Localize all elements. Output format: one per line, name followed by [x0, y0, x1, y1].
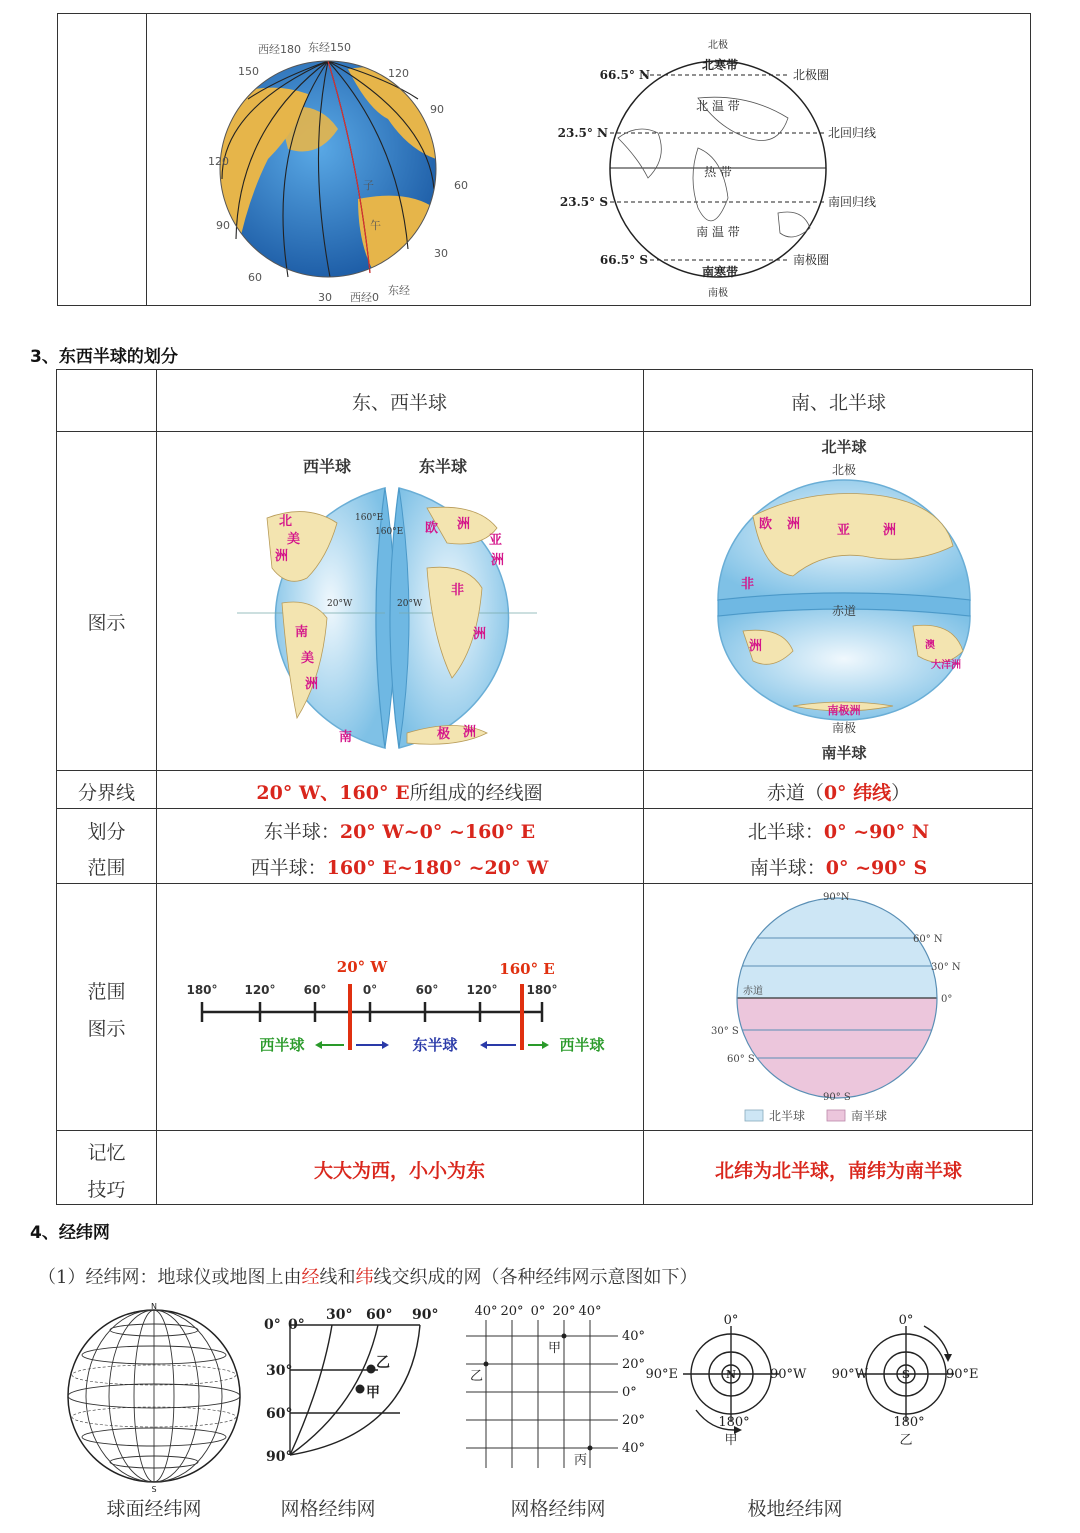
continent-char: 大洋洲 [931, 660, 961, 671]
continent-char: 澳 [925, 640, 935, 651]
grid2-point-jia: 甲 [366, 1385, 380, 1401]
lat-label: 60° N [913, 934, 943, 945]
globe-label: 60 [248, 271, 262, 284]
globe-label: 90 [216, 219, 230, 232]
grid3-top-label: 0° [530, 1304, 546, 1319]
table-divider [146, 14, 147, 305]
grid2-left-label: 0° [264, 1317, 281, 1333]
east-hemisphere-title: 东半球 [418, 457, 468, 476]
globe-label: 东经150 [308, 41, 351, 54]
tropic-s-lat: 23.5° S [559, 195, 608, 209]
table-row-line [57, 883, 1032, 884]
legend-south-swatch [827, 1110, 845, 1121]
grid3-right-label: 40° [622, 1441, 646, 1456]
row-label-rangediag-1: 范围 [87, 981, 126, 1003]
lat-label: 90° S [823, 1092, 851, 1103]
continent-char: 欧 [759, 517, 773, 532]
polar-n-center: N [725, 1368, 737, 1381]
globe-label: 30 [434, 247, 448, 260]
range-east-label: 东半球： [263, 821, 340, 843]
latitude-range-figure [697, 888, 977, 1126]
continent-char: 洲 [883, 523, 897, 538]
polar-n-name: 甲 [724, 1433, 738, 1448]
antarctic-lat: 66.5° S [599, 253, 648, 267]
lon-label: 20°W [397, 599, 423, 609]
grid2-top-label: 90° [412, 1307, 439, 1323]
grid3-right-label: 20° [622, 1413, 646, 1428]
meridian-globe-figure [208, 39, 518, 304]
arctic-circle-label: 北极圈 [793, 68, 830, 82]
tropic-capricorn-label: 南回归线 [828, 195, 877, 209]
table-row-line [57, 431, 1032, 432]
globe-label: 午 [370, 219, 381, 232]
axis-tick: 120° [244, 983, 276, 997]
continent-char: 极 [437, 727, 451, 742]
continent-char: 南 [339, 730, 353, 745]
svg-text:N: N [151, 1302, 157, 1311]
caption-spherical: 球面经纬网 [106, 1498, 202, 1520]
ns-hemispheres-figure [713, 436, 975, 764]
equator-label: 赤道 [831, 604, 857, 618]
axis-tick: 180° [186, 983, 218, 997]
continent-char: 欧 [425, 521, 439, 536]
row-label-memory-1: 记忆 [87, 1142, 126, 1164]
globe-label: 90 [430, 103, 444, 116]
globe-label: 子 [363, 179, 374, 192]
polar-s-name: 乙 [899, 1433, 913, 1448]
caption-polar: 极地经纬网 [747, 1498, 843, 1520]
range-south-value: 0° ~90° S [825, 857, 928, 879]
memory-ew: 大大为西，小小为东 [313, 1160, 485, 1182]
grid2-left-label: 90° [266, 1449, 293, 1465]
lat-label: 30° N [931, 962, 961, 973]
row-label-diagram: 图示 [87, 612, 126, 634]
west-hemi-label: 西半球 [259, 1036, 305, 1054]
continent-char: 洲 [275, 549, 289, 564]
section-4-title: 4、经纬网 [30, 1223, 110, 1243]
boundary-ns-post: ） [891, 782, 911, 804]
polar-s-left: 90°W [831, 1367, 868, 1382]
range-south [643, 853, 1034, 880]
grid3-top-label: 20° [500, 1304, 524, 1319]
tropic-n-lat: 23.5° N [557, 126, 608, 140]
mark-160e: 160° E [499, 960, 555, 978]
tropical-zone: 热 带 [704, 165, 732, 179]
lon-label: 20°W [327, 599, 353, 609]
continent-char: 美 [301, 651, 315, 666]
caption-grid-a: 网格经纬网 [280, 1498, 376, 1520]
grid2-left-label: 60° [266, 1406, 293, 1422]
legend-south-label: 南半球 [851, 1109, 888, 1123]
range-north-label: 北半球： [747, 821, 824, 843]
continent-char: 洲 [473, 627, 487, 642]
continent-char: 洲 [749, 639, 763, 654]
lon-label: 160°E [375, 527, 404, 537]
globe-label: 120 [208, 155, 229, 168]
boundary-ew [156, 778, 643, 805]
continent-char: 非 [451, 583, 465, 598]
continent-char: 洲 [457, 517, 471, 532]
polar-s-top: 0° [898, 1313, 914, 1328]
grid2-top-label: 60° [366, 1307, 393, 1323]
ew-hemispheres-figure [227, 448, 577, 758]
globe-label: 60 [454, 179, 468, 192]
legend-north-label: 北半球 [769, 1109, 806, 1123]
globe-label: 东经 [388, 284, 410, 297]
grid3-point-bing: 丙 [574, 1453, 588, 1468]
row-label-rangediag-2: 图示 [87, 1018, 126, 1040]
globe-label: 150 [238, 65, 259, 78]
continent-char: 亚 [489, 533, 503, 548]
range-east-value: 20° W~0° ~160° E [339, 821, 536, 843]
polar-s-right: 90°E [946, 1367, 979, 1382]
continent-char: 南 [295, 625, 309, 640]
hemisphere-table [56, 369, 1033, 1205]
memory-ns: 北纬为北半球，南纬为南半球 [714, 1160, 962, 1182]
continent-char: 洲 [491, 553, 505, 568]
west-hemi-label: 西半球 [559, 1036, 605, 1054]
longitude-axis-figure [182, 950, 622, 1060]
polar-n-right: 90°W [770, 1367, 807, 1382]
lat-label: 30° S [711, 1026, 739, 1037]
section-3-title: 3、东西半球的划分 [30, 347, 178, 367]
grid2-left-label: 30° [266, 1363, 293, 1379]
north-frigid-zone: 北寒带 [701, 58, 739, 72]
range-north-value: 0° ~90° N [823, 821, 930, 843]
row-label-boundary: 分界线 [77, 782, 135, 804]
grid3-right-label: 20° [622, 1357, 646, 1372]
east-hemi-label: 东半球 [412, 1036, 458, 1054]
boundary-ew-rest: 所组成的经线圈 [409, 782, 543, 804]
table-row-line [57, 808, 1032, 809]
north-pole-label: 北极 [708, 40, 728, 51]
continent-char: 非 [741, 577, 755, 592]
axis-tick: 60° [415, 983, 439, 997]
intro-text: 线和 [319, 1267, 356, 1288]
header-ew-hemispheres: 东、西半球 [351, 392, 447, 414]
legend-north-swatch [745, 1110, 763, 1121]
range-west-label: 西半球： [250, 857, 327, 879]
north-hemi-fill [737, 898, 937, 998]
west-hemisphere-title: 西半球 [302, 457, 352, 476]
globe-label: 西经0 [350, 291, 379, 304]
mark-20w: 20° W [336, 958, 388, 976]
caption-grid-b: 网格经纬网 [510, 1498, 606, 1520]
north-pole-label: 北极 [831, 463, 857, 477]
range-west-value: 160° E~180° ~20° W [326, 857, 549, 879]
axis-tick: 60° [303, 983, 327, 997]
grid2-top-label: 30° [326, 1307, 353, 1323]
grid3-point-yi: 乙 [470, 1369, 484, 1384]
arctic-lat: 66.5° N [599, 68, 650, 82]
north-temperate-zone: 北 温 带 [696, 99, 740, 113]
range-south-label: 南半球： [749, 857, 826, 879]
svg-text:S: S [151, 1485, 157, 1494]
range-north [643, 817, 1034, 844]
south-pole-label: 南极 [708, 288, 728, 299]
axis-tick: 180° [526, 983, 558, 997]
continent-char: 洲 [305, 677, 319, 692]
grid3-top-label: 40° [474, 1304, 498, 1319]
south-pole-label: 南极 [831, 721, 857, 735]
continent-char: 洲 [787, 517, 801, 532]
intro-highlight: 经 [301, 1267, 320, 1288]
range-west [156, 853, 643, 880]
antarctic-circle-label: 南极圈 [793, 253, 830, 267]
south-hemisphere-title: 南半球 [821, 744, 867, 762]
lat-label: 90°N [823, 892, 850, 903]
globe-label: 30 [318, 291, 332, 304]
intro-text: 线交织成的网（各种经纬网示意图如下） [373, 1267, 698, 1288]
lat-label: 0° [941, 994, 953, 1005]
polar-s-bottom: 180° [893, 1415, 925, 1430]
lat-label: 60° S [727, 1054, 755, 1065]
rect-graticule-figure [462, 1300, 652, 1472]
axis-tick: 0° [362, 983, 378, 997]
row-label-range-1: 划分 [87, 821, 126, 843]
grid3-top-label: 40° [578, 1304, 602, 1319]
temperature-zones-figure [548, 38, 908, 300]
continent-char: 亚 [837, 523, 851, 538]
globe-label: 120 [388, 67, 409, 80]
south-frigid-zone: 南寒带 [701, 265, 739, 279]
boundary-ew-red: 20° W、160° E [256, 782, 410, 804]
row-label-memory-2: 技巧 [87, 1179, 126, 1201]
continent-char: 北 [279, 514, 293, 529]
continent-char: 美 [287, 532, 301, 547]
header-ns-hemispheres: 南、北半球 [790, 392, 886, 414]
table-row-line [57, 1130, 1032, 1131]
polar-n-bottom: 180° [718, 1415, 750, 1430]
polar-graticule-figure [645, 1312, 1006, 1452]
boundary-ns-pre: 赤道（ [766, 782, 824, 804]
grid3-right-label: 40° [622, 1329, 646, 1344]
lon-label: 160°E [355, 513, 384, 523]
polar-s-center: S [902, 1368, 910, 1381]
polar-n-top: 0° [723, 1313, 739, 1328]
range-east [156, 817, 643, 844]
table-row-line [57, 770, 1032, 771]
spherical-graticule-figure [62, 1300, 246, 1492]
axis-tick: 120° [466, 983, 498, 997]
grid3-top-label: 20° [552, 1304, 576, 1319]
grid3-right-label: 0° [622, 1385, 637, 1400]
graticule-definition [38, 1263, 697, 1289]
boundary-ns [643, 778, 1034, 805]
tropic-cancer-label: 北回归线 [828, 126, 877, 140]
row-label-range-2: 范围 [87, 857, 126, 879]
continent-char: 洲 [463, 725, 477, 740]
polar-n-left: 90°E [645, 1367, 678, 1382]
south-temperate-zone: 南 温 带 [696, 225, 740, 239]
intro-text: （1）经纬网：地球仪或地图上由 [38, 1267, 302, 1288]
grid3-point-jia: 甲 [548, 1341, 562, 1356]
continent-char: 南极洲 [827, 704, 861, 717]
grid2-point-yi: 乙 [376, 1355, 390, 1371]
equator-label: 赤道 [743, 986, 763, 997]
globe-label: 西经180 [258, 43, 301, 56]
quarter-graticule-figure [260, 1305, 440, 1475]
grid2-top-label: 0° [288, 1317, 305, 1333]
north-hemisphere-title: 北半球 [821, 438, 867, 456]
intro-highlight: 纬 [355, 1267, 374, 1288]
boundary-ns-red: 0° 纬线 [823, 782, 892, 804]
top-table [57, 13, 1031, 306]
south-hemi-fill [737, 998, 937, 1098]
